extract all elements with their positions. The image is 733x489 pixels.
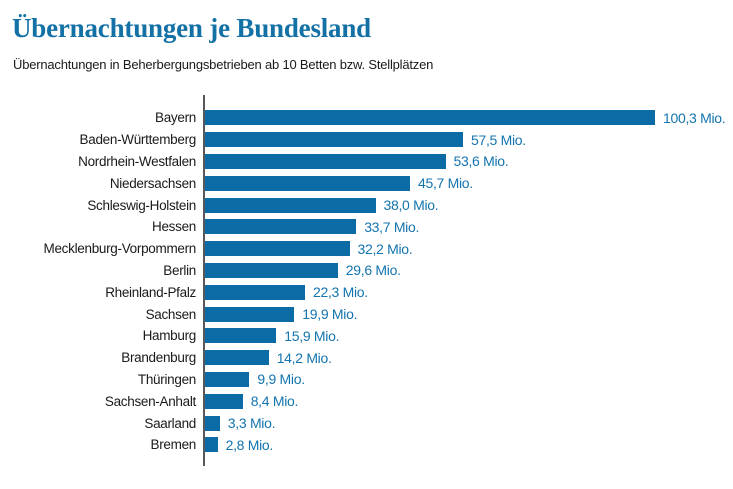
value-label: 8,4 Mio. [250, 393, 299, 410]
y-axis-line [203, 95, 205, 466]
bar [205, 394, 243, 409]
value-label: 53,6 Mio. [453, 153, 509, 170]
category-label: Hamburg [142, 328, 196, 344]
bar [205, 263, 338, 278]
value-label: 32,2 Mio. [357, 240, 413, 257]
value-label: 29,6 Mio. [345, 262, 401, 279]
category-label: Rheinland-Pfalz [105, 284, 196, 300]
bar-chart [0, 95, 733, 466]
chart-row [0, 129, 733, 151]
value-label: 19,9 Mio. [302, 306, 358, 323]
category-label: Bayern [155, 110, 196, 126]
category-label: Berlin [163, 262, 196, 278]
category-label: Hessen [152, 219, 196, 235]
bar [205, 285, 305, 300]
value-label: 3,3 Mio. [227, 415, 276, 432]
category-label: Brandenburg [121, 350, 196, 366]
category-label: Thüringen [137, 371, 196, 387]
value-label: 22,3 Mio. [313, 284, 368, 301]
chart-rows [0, 95, 733, 466]
chart-row [0, 172, 733, 194]
value-label: 14,2 Mio. [276, 349, 332, 366]
value-label: 2,8 Mio. [225, 436, 273, 453]
value-label: 100,3 Mio. [663, 109, 726, 126]
bar [205, 198, 376, 213]
category-label: Sachsen [145, 306, 196, 322]
category-label: Nordrhein-Westfalen [78, 153, 196, 169]
chart-row [0, 325, 733, 347]
chart-row [0, 216, 733, 238]
page-title: Übernachtungen je Bundesland [12, 13, 371, 43]
value-label: 38,0 Mio. [383, 197, 439, 214]
chart-row [0, 151, 733, 173]
chart-row [0, 303, 733, 325]
value-label: 15,9 Mio. [284, 327, 340, 344]
chart-row [0, 434, 733, 456]
bar [205, 416, 220, 431]
chart-row [0, 281, 733, 303]
chart-row [0, 107, 733, 129]
bar [205, 219, 356, 234]
category-label: Niedersachsen [109, 175, 196, 191]
bar [205, 132, 463, 147]
category-label: Saarland [144, 415, 196, 431]
chart-row [0, 369, 733, 391]
bar [205, 328, 276, 343]
value-label: 33,7 Mio. [364, 218, 420, 235]
category-label: Bremen [150, 437, 196, 453]
value-label: 57,5 Mio. [471, 131, 526, 148]
chart-row [0, 347, 733, 369]
chart-row [0, 238, 733, 260]
chart-row [0, 390, 733, 412]
category-label: Mecklenburg-Vorpommern [43, 241, 196, 257]
chart-row [0, 260, 733, 282]
bar [205, 110, 655, 125]
value-label: 9,9 Mio. [257, 371, 305, 388]
bar [205, 154, 446, 169]
bar [205, 241, 350, 256]
category-label: Baden-Württemberg [79, 132, 196, 148]
page-subtitle: Übernachtungen in Beherbergungsbetrieben ab 10 Betten bzw. Stellplätzen [13, 57, 434, 72]
bar [205, 372, 249, 387]
chart-row [0, 412, 733, 434]
chart-row [0, 194, 733, 216]
category-label: Schleswig-Holstein [87, 197, 196, 213]
bar [205, 350, 269, 365]
bar [205, 307, 294, 322]
value-label: 45,7 Mio. [418, 175, 473, 192]
bar [205, 176, 410, 191]
bar [205, 437, 218, 452]
category-label: Sachsen-Anhalt [104, 393, 196, 409]
